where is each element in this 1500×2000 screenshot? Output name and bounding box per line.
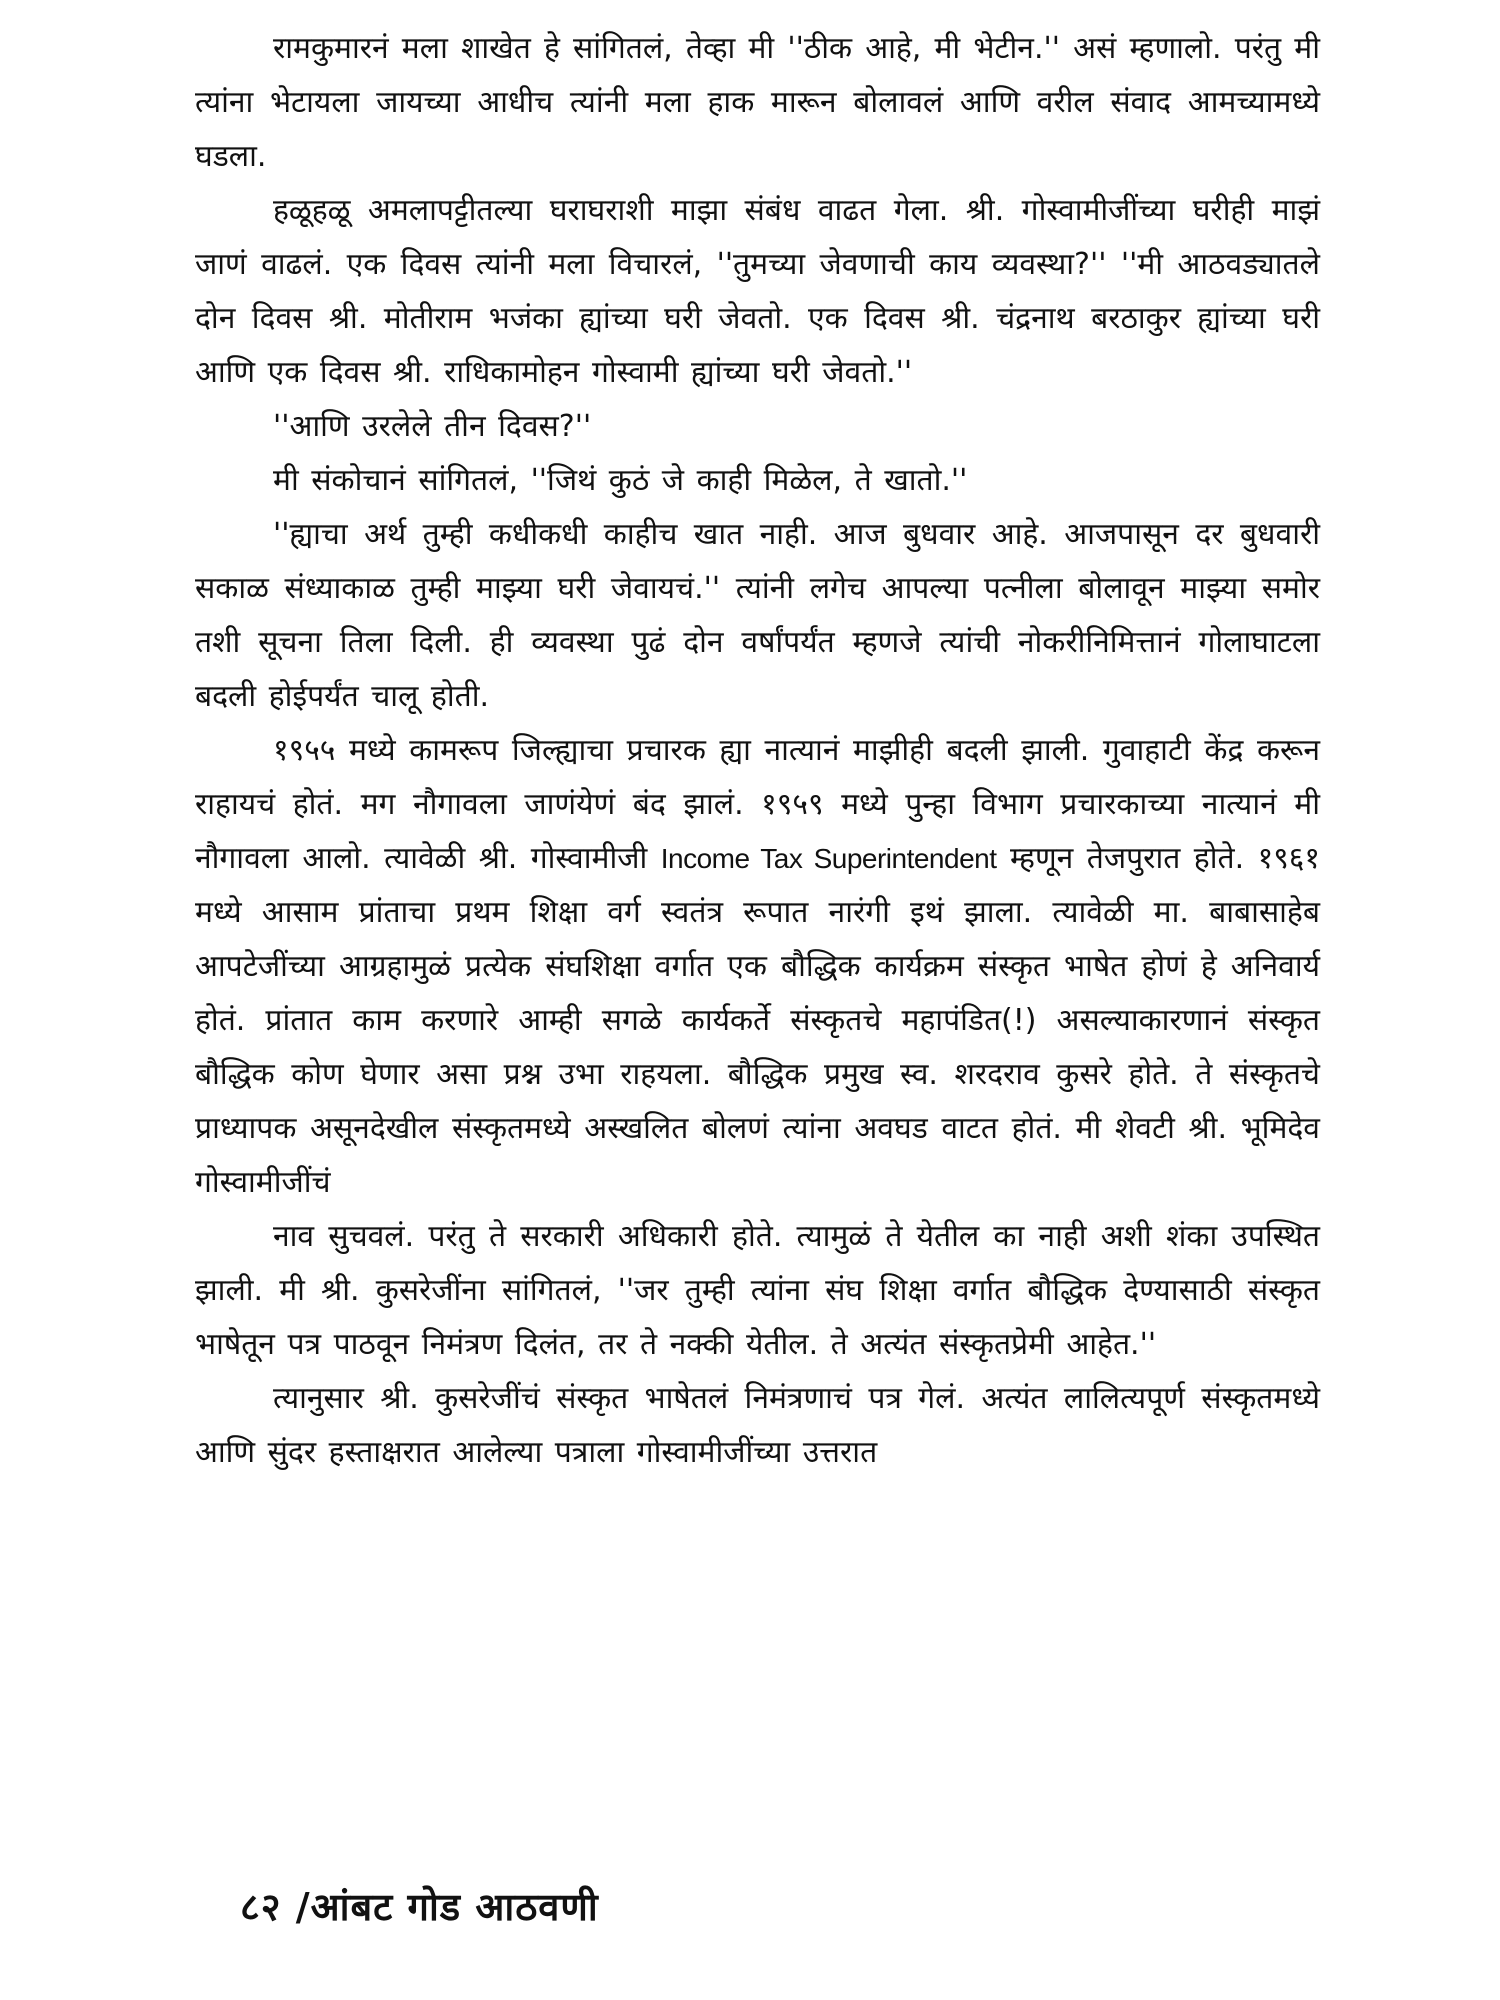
latin-phrase: Income Tax Superintendent <box>660 843 997 874</box>
paragraph: रामकुमारनं मला शाखेत हे सांगितलं, तेव्हा मी ''ठीक आहे, मी भेटीन.'' असं म्हणालो. परंतु मी त्यांना भेटायला जायच्या आधीच त्यांनी मला हाक मारून बोलावलं आणि वरील संवाद आमच्यामध्ये घडला. <box>195 31 1320 174</box>
paragraph: ''ह्याचा अर्थ तुम्ही कधीकधी काहीच खात नाही. आज बुधवार आहे. आजपासून दर बुधवारी सकाळ संध्याकाळ तुम्ही माझ्या घरी जेवायचं.'' त्यांनी लगेच आपल्या पत्नीला बोलावून माझ्या समोर तशी सूचना तिला दिली. ही व्यवस्था पुढं दोन वर्षांपर्यंत म्हणजे त्यांची नोकरीनिमित्तानं गोलाघाटला बदली होईपर्यंत चालू होती. <box>195 517 1320 714</box>
paragraph: त्यानुसार श्री. कुसरेजींचं संस्कृत भाषेतलं निमंत्रणाचं पत्र गेलं. अत्यंत लालित्यपूर्ण संस्कृतमध्ये आणि सुंदर हस्ताक्षरात आलेल्या पत्राला गोस्वामीजींच्या उत्तरात <box>195 1381 1320 1470</box>
paragraph: मी संकोचानं सांगितलं, ''जिथं कुठं जे काही मिळेल, ते खातो.'' <box>273 463 968 498</box>
paragraph: ''आणि उरलेले तीन दिवस?'' <box>273 409 592 444</box>
paragraph: नाव सुचवलं. परंतु ते सरकारी अधिकारी होते. त्यामुळं ते येतील का नाही अशी शंका उपस्थित झाली. मी श्री. कुसरेजींना सांगितलं, ''जर तुम्ही त्यांना संघ शिक्षा वर्गात बौद्धिक देण्यासाठी संस्कृत भाषेतून पत्र पाठवून निमंत्रण दिलंत, तर ते नक्की येतील. ते अत्यंत संस्कृतप्रेमी आहेत.'' <box>195 1219 1320 1362</box>
page-number: ८२ <box>240 1885 282 1929</box>
paragraph: हळूहळू अमलापट्टीतल्या घराघराशी माझा संबंध वाढत गेला. श्री. गोस्वामीजींच्या घरीही माझं जाणं वाढलं. एक दिवस त्यांनी मला विचारलं, ''तुमच्या जेवणाची काय व्यवस्था?'' ''मी आठवड्यातले दोन दिवस श्री. मोतीराम भजंका ह्यांच्या घरी जेवतो. एक दिवस श्री. चंद्रनाथ बरठाकुर ह्यांच्या घरी आणि एक दिवस श्री. राधिकामोहन गोस्वामी ह्यांच्या घरी जेवतो.'' <box>195 193 1320 390</box>
paragraph-text: १९५५ मध्ये कामरूप जिल्ह्याचा प्रचारक ह्या नात्यानं माझीही बदली झाली. गुवाहाटी केंद्र करून राहायचं होतं. मग नौगावला जाणंयेणं बंद झालं. १९५९ मध्ये पुन्हा विभाग प्रचारकाच्या नात्यानं मी नौगावला आलो. त्यावेळी श्री. गोस्वामीजी <box>195 733 1320 876</box>
page-body <box>195 22 1320 1480</box>
book-title: /आंबट गोड आठवणी <box>295 1885 599 1929</box>
paragraph-text: म्हणून तेजपुरात होते. १९६१ मध्ये आसाम प्रांताचा प्रथम शिक्षा वर्ग स्वतंत्र रूपात नारंगी इथं झाला. त्यावेळी मा. बाबासाहेब आपटेजींच्या आग्रहामुळं प्रत्येक संघशिक्षा वर्गात एक बौद्धिक कार्यक्रम संस्कृत भाषेत होणं हे अनिवार्य होतं. प्रांतात काम करणारे आम्ही सगळे कार्यकर्ते संस्कृतचे महापंडित(!) असल्याकारणानं संस्कृत बौद्धिक कोण घेणार असा प्रश्न उभा राहयला. बौद्धिक प्रमुख स्व. शरदराव कुसरे होते. ते संस्कृतचे प्राध्यापक असूनदेखील संस्कृतमध्ये अस्खलित बोलणं त्यांना अवघड वाटत होतं. मी शेवटी श्री. भूमिदेव गोस्वामीजींचं <box>195 841 1320 1200</box>
page-footer <box>240 1880 599 1932</box>
paragraph <box>195 724 1320 1210</box>
